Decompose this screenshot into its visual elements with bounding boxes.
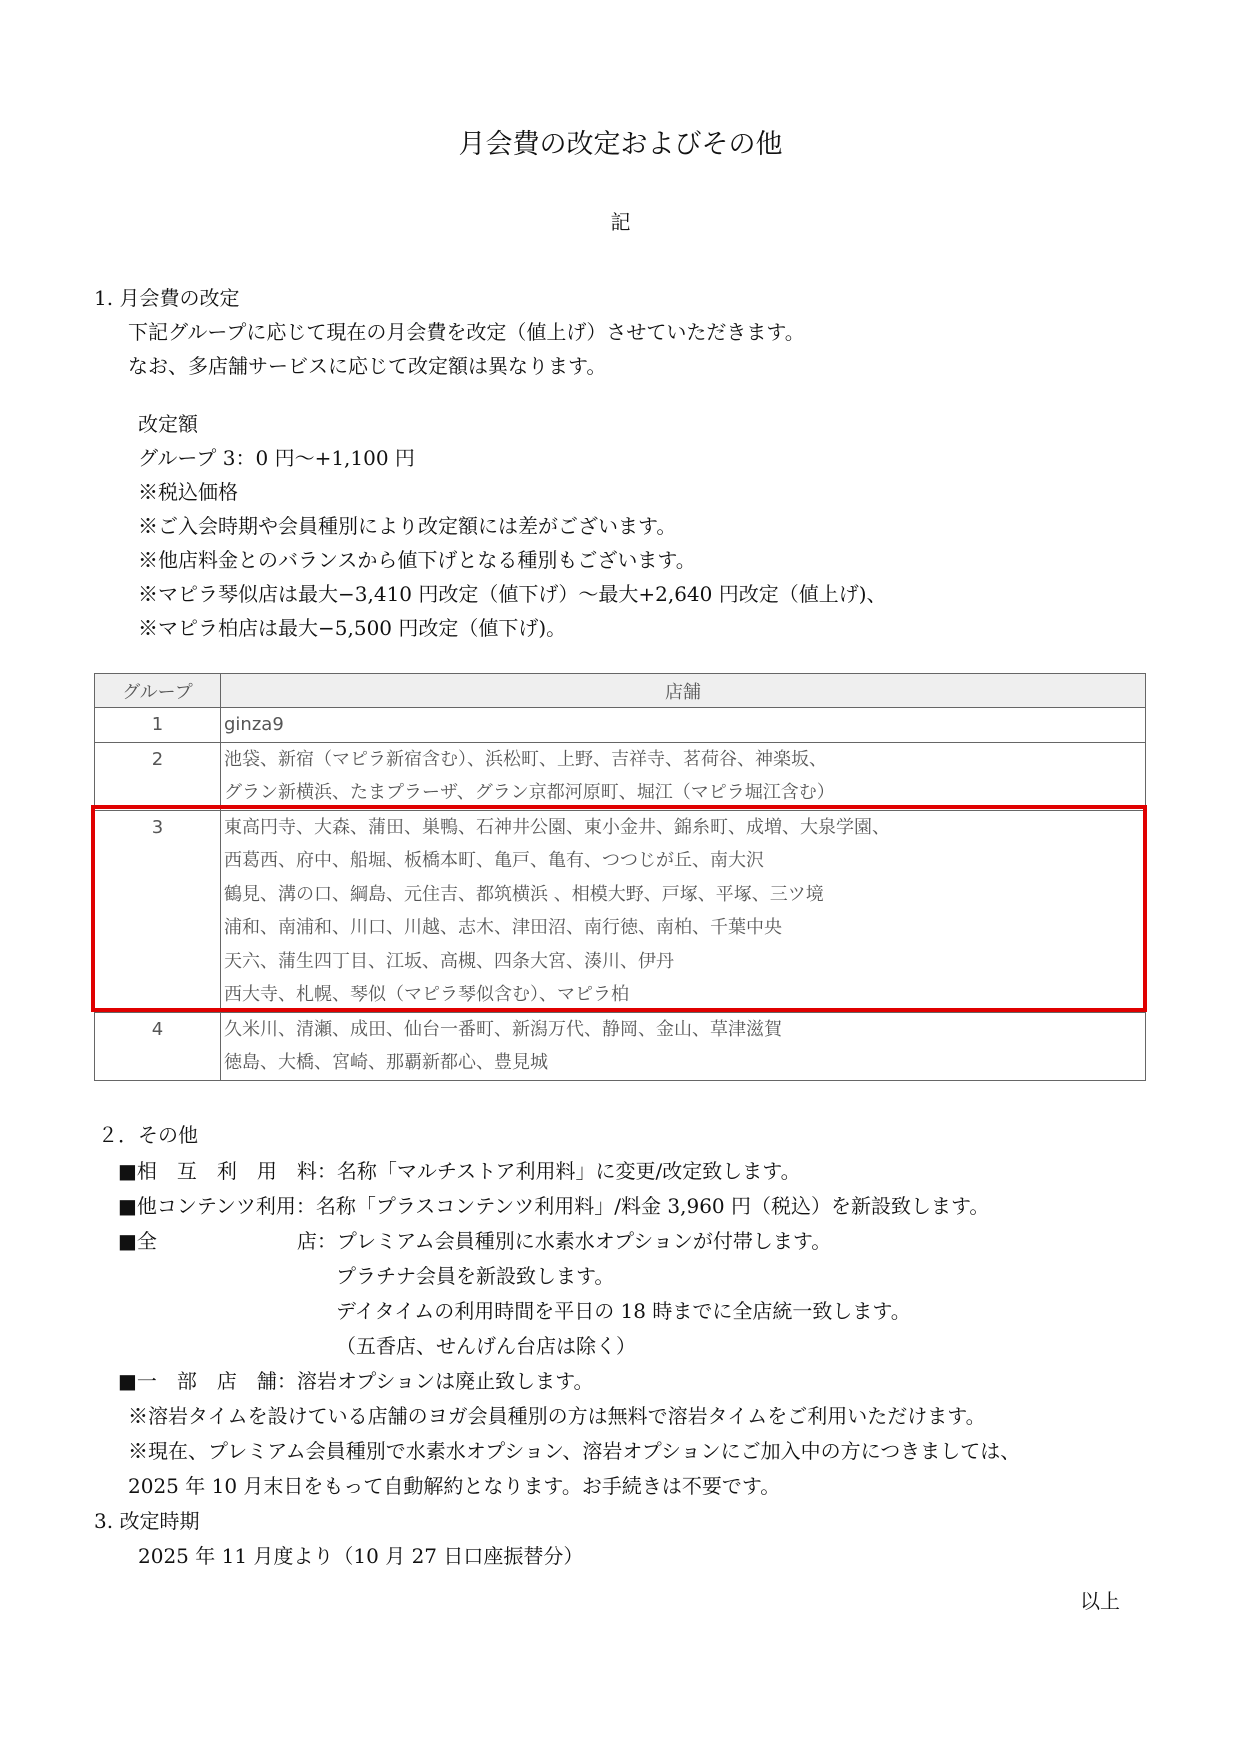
item-text: 名称「プラスコンテンツ利用料」/料金 3,960 円（税込）を新設致します。 [315,1194,990,1218]
section1-intro-line: 下記グループに応じて現在の月会費を改定（値上げ）させていただきます。 [128,320,805,344]
store-line: 西葛西、府中、船堀、板橋本町、亀戸、亀有、つつじが丘、南大沢 [224,850,764,871]
closing-text: 以上 [1080,1589,1120,1613]
item-text: プレミアム会員種別に水素水オプションが付帯します。 [336,1229,832,1253]
revision-timing: 2025 年 11 月度より（10 月 27 日口座振替分） [138,1544,584,1568]
item-partial-stores [118,1365,594,1398]
group-number: 2 [95,742,221,810]
note-line: ※ご入会時期や会員種別により改定額には差がございます。 [138,514,677,538]
document-title: 月会費の改定およびその他 [458,129,783,160]
all-stores-line: プラチナ会員を新設致します。 [336,1264,615,1288]
table-row [95,708,1146,743]
item-all-stores [118,1225,831,1258]
section1-intro-line: なお、多店舗サービスに応じて改定額は異なります。 [128,354,607,378]
item-other-contents [118,1190,989,1223]
store-list [221,1012,1146,1080]
note-line: ※マピラ柏店は最大−5,500 円改定（値下げ)。 [138,616,567,640]
store-line: 池袋、新宿（マピラ新宿含む）、浜松町、上野、吉祥寺、茗荷谷、神楽坂、 [224,748,827,770]
store-line: 浦和、南浦和、川口、川越、志木、津田沼、南行徳、南柏、千葉中央 [224,917,782,938]
group3-highlight-box [91,805,1147,1012]
table-header-group: グループ [95,674,221,708]
group-number: 4 [95,1012,221,1080]
all-stores-line: デイタイムの利用時間を平日の 18 時までに全店統一致します。 [336,1299,911,1323]
store-line: 久米川、清瀬、成田、仙台一番町、新潟万代、静岡、金山、草津滋賀 [224,1018,782,1040]
store-line: 徳島、大橋、宮崎、那覇新都心、豊見城 [224,1052,548,1073]
section2-note: ※現在、プレミアム会員種別で水素水オプション、溶岩オプションにご加入中の方につきましては、 [128,1439,1021,1463]
item-text: 名称「マルチストア利用料」に変更/改定致します。 [336,1159,801,1183]
store-line: 鶴見、溝の口、綱島、元住吉、都筑横浜 、相模大野、戸塚、平塚、三ツ境 [224,883,824,905]
item-label: ■他コンテンツ利用： [118,1194,316,1218]
note-line: ※マピラ琴似店は最大−3,410 円改定（値下げ）〜最大+2,640 円改定（値上げ)、 [138,582,887,606]
group3-revision: グループ 3：0 円〜+1,100 円 [138,446,415,470]
store-line: グラン新横浜、たまプラーザ、グラン京都河原町、堀江（マピラ堀江含む） [224,782,835,803]
item-text: 溶岩オプションは廃止致します。 [296,1369,594,1393]
section1-heading: 1. 月会費の改定 [94,286,240,310]
section2-note: ※溶岩タイムを設けている店舗のヨガ会員種別の方は無料で溶岩タイムをご利用いただけます。 [128,1404,986,1428]
store-line: ginza9 [224,714,284,735]
group-number: 1 [95,708,221,743]
store-list [221,742,1146,810]
table-row [95,1012,1146,1080]
table-row [95,742,1146,810]
store-list [221,708,1146,743]
group-number: 3 [95,810,221,1012]
item-label: ■相 互 利 用 料： [118,1159,337,1183]
note-line: ※税込価格 [138,480,238,504]
section3-heading: 3. 改定時期 [94,1509,200,1533]
item-label: ■一 部 店 舗： [118,1369,297,1393]
store-line: 西大寺、札幌、琴似（マピラ琴似含む）、マピラ柏 [224,984,629,1005]
section2-note: 2025 年 10 月末日をもって自動解約となります。お手続きは不要です。 [128,1474,781,1498]
item-mutual-use [118,1155,801,1188]
ki-heading: 記 [610,210,631,234]
table-header-stores: 店舗 [221,674,1146,708]
revision-label: 改定額 [138,412,198,436]
note-line: ※他店料金とのバランスから値下げとなる種別もございます。 [138,548,696,572]
section2-heading: ２．その他 [98,1123,198,1147]
store-line: 東高円寺、大森、蒲田、巣鴨、石神井公園、東小金井、錦糸町、成増、大泉学園、 [224,816,890,838]
store-line: 天六、蒲生四丁目、江坂、高槻、四条大宮、湊川、伊丹 [224,950,674,972]
item-label: ■全 店： [118,1229,337,1253]
all-stores-line: （五香店、せんげん台店は除く） [336,1334,636,1358]
